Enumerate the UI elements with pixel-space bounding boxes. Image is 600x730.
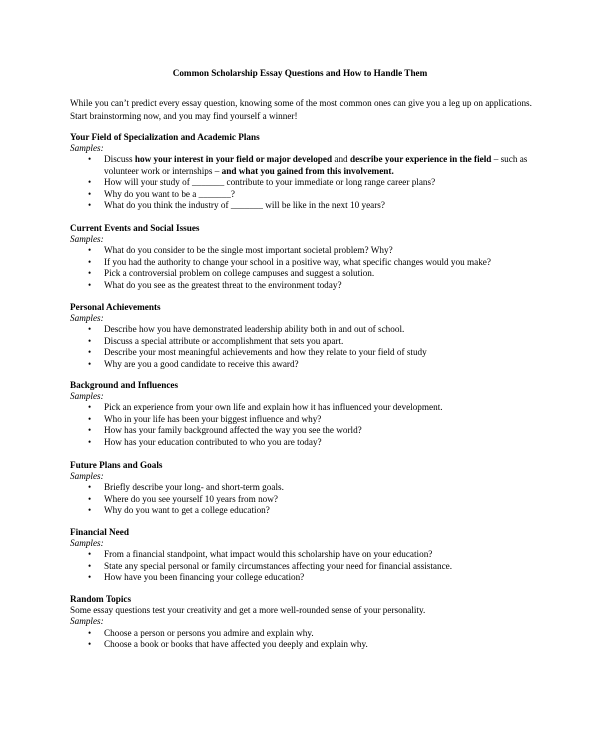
sample-question bbox=[70, 359, 550, 370]
section-financial-need bbox=[70, 526, 550, 584]
question-text: Discuss a special attribute or accomplishment that sets you apart. bbox=[104, 335, 344, 346]
question-text: What do you consider to be the single most important societal problem? Why? bbox=[104, 245, 393, 256]
section-heading: Background and Influences bbox=[70, 380, 179, 390]
sample-question bbox=[70, 257, 550, 268]
question-text: Why do you want to be a _______? bbox=[104, 188, 235, 199]
question-text: How will your study of _______ contribute to your immediate or long range career plans? bbox=[104, 177, 436, 188]
question-text: Why are you a good candidate to receive this award? bbox=[104, 358, 299, 369]
sample-question bbox=[70, 200, 550, 211]
sample-question-list bbox=[70, 402, 550, 448]
bullet-icon: • bbox=[88, 154, 92, 165]
sample-question bbox=[70, 561, 550, 572]
bullet-icon: • bbox=[88, 413, 92, 424]
sample-question-list bbox=[70, 245, 550, 291]
question-text: Briefly describe your long- and short-term goals. bbox=[104, 482, 284, 493]
sample-question bbox=[70, 336, 550, 347]
question-text: If you had the authority to change your school in a positive way, what specific changes would you make? bbox=[104, 256, 491, 267]
sample-question bbox=[70, 628, 550, 639]
section-heading: Your Field of Specialization and Academic Plans bbox=[70, 132, 260, 142]
bullet-icon: • bbox=[88, 560, 92, 571]
emphasized-text: and what you gained from this involvement. bbox=[221, 165, 394, 176]
question-text: Pick a controversial problem on college campuses and suggest a solution. bbox=[104, 268, 375, 279]
sample-question bbox=[70, 414, 550, 425]
section-future-plans bbox=[70, 459, 550, 517]
bullet-icon: • bbox=[88, 482, 92, 493]
section-heading: Personal Achievements bbox=[70, 302, 161, 312]
section-random-topics bbox=[70, 593, 550, 651]
samples-label: Samples: bbox=[70, 471, 104, 481]
question-text: What do you see as the greatest threat to the environment today? bbox=[104, 279, 342, 290]
bullet-icon: • bbox=[88, 493, 92, 504]
bullet-icon: • bbox=[88, 549, 92, 560]
bullet-icon: • bbox=[88, 358, 92, 369]
intro-paragraph: While you can’t predict every essay question, knowing some of the most common ones can give you a leg up on applications. Start brainstorming now, and you may find yourself a winner! bbox=[70, 98, 532, 121]
sample-question bbox=[70, 245, 550, 256]
question-text: How has your education contributed to who you are today? bbox=[104, 436, 322, 447]
sample-question-list bbox=[70, 482, 550, 516]
question-text: How has your family background affected the way you see the world? bbox=[104, 425, 362, 436]
sample-question-list bbox=[70, 324, 550, 370]
bullet-icon: • bbox=[88, 335, 92, 346]
bullet-icon: • bbox=[88, 200, 92, 211]
sample-question bbox=[70, 505, 550, 516]
sample-question bbox=[70, 402, 550, 413]
bullet-icon: • bbox=[88, 505, 92, 516]
bullet-icon: • bbox=[88, 347, 92, 358]
bullet-icon: • bbox=[88, 639, 92, 650]
sample-question bbox=[70, 482, 550, 493]
sample-question bbox=[70, 268, 550, 279]
emphasized-text: describe your experience in the field bbox=[349, 154, 492, 165]
samples-label: Samples: bbox=[70, 538, 104, 548]
question-text: Choose a book or books that have affected you deeply and explain why. bbox=[104, 639, 368, 650]
bullet-icon: • bbox=[88, 268, 92, 279]
samples-label: Samples: bbox=[70, 616, 104, 627]
section-description: Some essay questions test your creativity and get a more well-rounded sense of your personality. bbox=[70, 605, 426, 615]
samples-label: Samples: bbox=[70, 313, 104, 323]
section-field-of-specialization bbox=[70, 131, 550, 211]
section-heading: Random Topics bbox=[70, 594, 132, 604]
section-current-events bbox=[70, 222, 550, 291]
sample-question bbox=[70, 324, 550, 335]
sample-question bbox=[70, 189, 550, 200]
question-text: Where do you see yourself 10 years from now? bbox=[104, 493, 278, 504]
sample-question bbox=[70, 280, 550, 291]
bullet-icon: • bbox=[88, 177, 92, 188]
bullet-icon: • bbox=[88, 402, 92, 413]
samples-label: Samples: bbox=[70, 391, 104, 401]
emphasized-text: how your interest in your field or major developed bbox=[134, 154, 333, 165]
sample-question bbox=[70, 154, 550, 177]
bullet-icon: • bbox=[88, 245, 92, 256]
bullet-icon: • bbox=[88, 572, 92, 583]
question-text: Pick an experience from your own life and explain how it has influenced your development. bbox=[104, 402, 443, 413]
bullet-icon: • bbox=[88, 425, 92, 436]
sample-question bbox=[70, 437, 550, 448]
samples-label: Samples: bbox=[70, 234, 104, 244]
question-text: Why do you want to get a college education? bbox=[104, 505, 270, 516]
section-background-influences bbox=[70, 379, 550, 448]
question-text: and bbox=[332, 154, 350, 165]
sample-question-list bbox=[70, 628, 550, 651]
question-text: Who in your life has been your biggest influence and why? bbox=[104, 413, 322, 424]
bullet-icon: • bbox=[88, 188, 92, 199]
question-text: State any special personal or family circumstances affecting your need for financial assistance. bbox=[104, 560, 453, 571]
samples-label: Samples: bbox=[70, 143, 104, 153]
question-text: How have you been financing your college education? bbox=[104, 572, 305, 583]
bullet-icon: • bbox=[88, 436, 92, 447]
question-text: Choose a person or persons you admire and explain why. bbox=[104, 627, 314, 638]
sample-question-list bbox=[70, 154, 550, 211]
section-personal-achievements bbox=[70, 301, 550, 370]
bullet-icon: • bbox=[88, 256, 92, 267]
sample-question bbox=[70, 549, 550, 560]
sample-question bbox=[70, 494, 550, 505]
question-text: Describe your most meaningful achievements and how they relate to your field of study bbox=[104, 347, 427, 358]
sample-question bbox=[70, 639, 550, 650]
section-heading: Current Events and Social Issues bbox=[70, 223, 200, 233]
question-text: Discuss bbox=[104, 154, 135, 165]
bullet-icon: • bbox=[88, 627, 92, 638]
sample-question bbox=[70, 572, 550, 583]
sample-question bbox=[70, 177, 550, 188]
sample-question-list bbox=[70, 549, 550, 583]
question-text: What do you think the industry of _______ will be like in the next 10 years? bbox=[104, 200, 385, 211]
sample-question bbox=[70, 425, 550, 436]
question-text: – such as volunteer work or internships – bbox=[104, 154, 528, 176]
section-heading: Financial Need bbox=[70, 527, 129, 537]
question-text: From a financial standpoint, what impact would this scholarship have on your education? bbox=[104, 549, 433, 560]
bullet-icon: • bbox=[88, 324, 92, 335]
sample-question bbox=[70, 347, 550, 358]
section-heading: Future Plans and Goals bbox=[70, 460, 163, 470]
question-text: Describe how you have demonstrated leadership ability both in and out of school. bbox=[104, 324, 405, 335]
bullet-icon: • bbox=[88, 279, 92, 290]
document-title: Common Scholarship Essay Questions and How to Handle Them bbox=[172, 68, 428, 78]
